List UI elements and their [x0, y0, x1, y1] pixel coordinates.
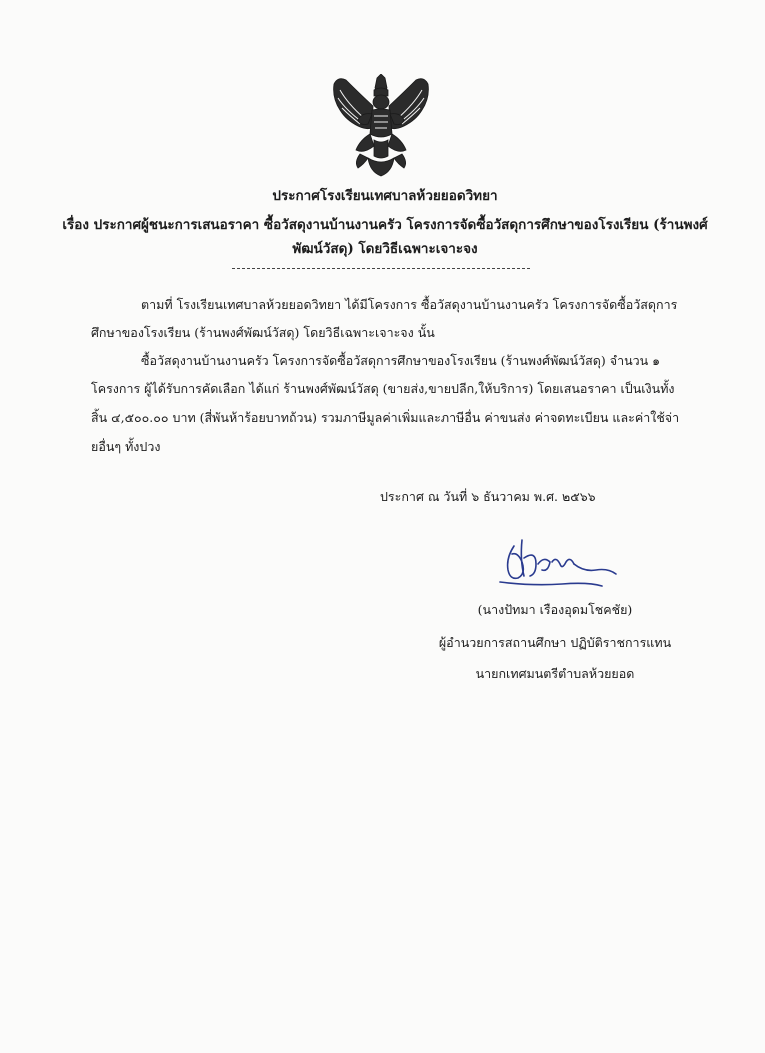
signature-mark [492, 536, 620, 594]
signer-on-behalf: นายกเทศมนตรีตำบลห้วยยอด [475, 666, 635, 681]
paragraph-2-line-1: ซื้อวัสดุงานบ้านงานครัว โครงการจัดซื้อวัสดุการศึกษาของโรงเรียน (ร้านพงศ์พัฒน์วัสดุ) จำนวน ๑ [141, 353, 661, 368]
dashed-divider [232, 268, 530, 269]
subject-line: เรื่อง ประกาศผู้ชนะการเสนอราคา ซื้อวัสดุงานบ้านงานครัว โครงการจัดซื้อวัสดุการศึกษาของโรงเรียน (ร้านพงศ์ [62, 217, 708, 233]
paragraph-2-line-4: ยอื่นๆ ทั้งปวง [91, 439, 161, 454]
announcement-date: ประกาศ ณ วันที่ ๖ ธันวาคม พ.ศ. ๒๕๖๖ [380, 489, 596, 504]
paragraph-2-line-2: โครงการ ผู้ได้รับการคัดเลือก ได้แก่ ร้านพงศ์พัฒน์วัสดุ (ขายส่ง,ขายปลีก,ให้บริการ) โดยเสนอราคา เป็นเงินทั้ง [91, 381, 675, 396]
paragraph-1-line-1: ตามที่ โรงเรียนเทศบาลห้วยยอดวิทยา ได้มีโครงการ ซื้อวัสดุงานบ้านงานครัว โครงการจัดซื้อวัสดุการ [141, 297, 678, 312]
paragraph-2-line-3: สิ้น ๔,๕๐๐.๐๐ บาท (สี่พันห้าร้อยบาทถ้วน) รวมภาษีมูลค่าเพิ่มและภาษีอื่น ค่าขนส่ง ค่าจดทะเบียน และค่าใช้จ่า [91, 410, 680, 425]
announcement-title: ประกาศโรงเรียนเทศบาลห้วยยอดวิทยา [272, 188, 498, 204]
signer-name: (นางปัทมา เรืองอุดมโชคชัย) [477, 602, 633, 617]
garuda-emblem-icon [330, 74, 432, 178]
paragraph-1-line-2: ศึกษาของโรงเรียน (ร้านพงศ์พัฒน์วัสดุ) โดยวิธีเฉพาะเจาะจง นั้น [91, 325, 435, 340]
subject-line-continued: พัฒน์วัสดุ) โดยวิธีเฉพาะเจาะจง [292, 241, 478, 257]
signer-position: ผู้อำนวยการสถานศึกษา ปฏิบัติราชการแทน [438, 635, 672, 650]
